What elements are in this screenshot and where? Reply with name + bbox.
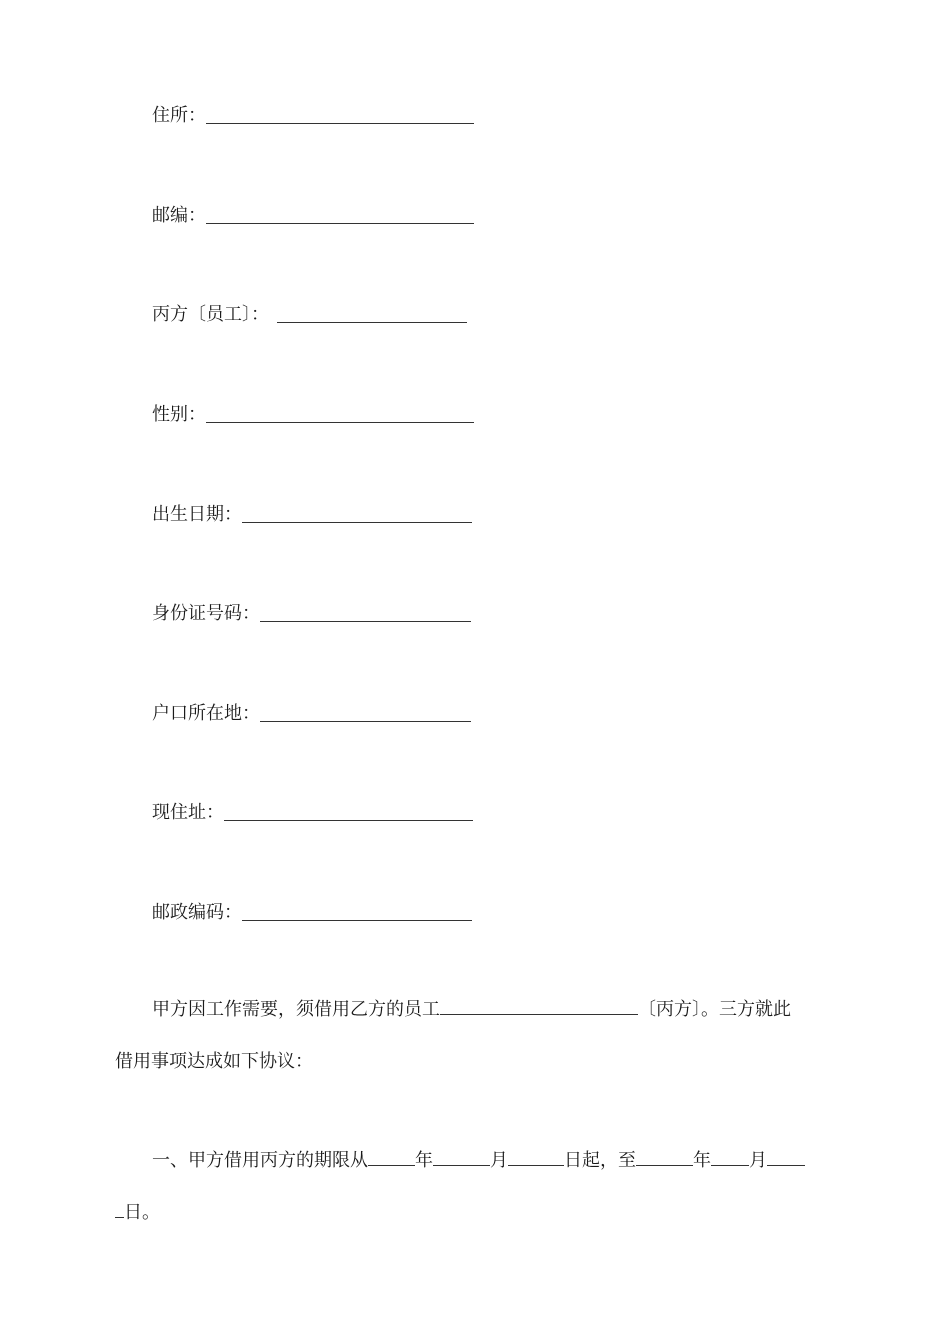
clause-1-year-2: 年 (693, 1150, 711, 1171)
postcode-blank[interactable] (206, 222, 474, 224)
birthdate-field (152, 502, 472, 526)
employee-name-blank[interactable] (440, 994, 638, 1015)
party-c-label: 丙方〔员工〕： (152, 304, 269, 325)
clause-1-line-1 (115, 1135, 837, 1187)
clause-1-text-7: 日。 (124, 1202, 160, 1223)
address-label: 住所： (152, 105, 206, 126)
current-address-field (152, 800, 473, 824)
intro-text-2: 〔丙方〕。三方就此 (638, 999, 791, 1020)
intro-line-2: 借用事项达成如下协议： (115, 1051, 313, 1072)
postcode-field (152, 203, 474, 227)
address-blank[interactable] (206, 122, 474, 124)
clause-1-month-1: 月 (490, 1150, 508, 1171)
party-c-field (152, 302, 467, 326)
id-number-blank[interactable] (260, 620, 471, 622)
current-address-blank[interactable] (224, 819, 473, 821)
start-year-blank[interactable] (368, 1145, 415, 1166)
zip-code-field (152, 900, 472, 924)
end-year-blank[interactable] (636, 1145, 693, 1166)
intro-paragraph (115, 984, 837, 1088)
start-day-blank[interactable] (508, 1145, 564, 1166)
clause-1-line-2 (115, 1187, 837, 1239)
start-month-blank[interactable] (433, 1145, 490, 1166)
end-day-blank-part1[interactable] (767, 1145, 805, 1166)
birthdate-blank[interactable] (242, 521, 472, 523)
birthdate-label: 出生日期： (152, 504, 242, 525)
id-number-label: 身份证号码： (152, 603, 260, 624)
party-c-blank[interactable] (277, 321, 467, 323)
zip-code-blank[interactable] (242, 919, 472, 921)
clause-1-paragraph (115, 1135, 837, 1239)
gender-blank[interactable] (206, 421, 474, 423)
zip-code-label: 邮政编码： (152, 902, 242, 923)
id-number-field (152, 601, 471, 625)
intro-line-1 (115, 984, 837, 1036)
current-address-label: 现住址： (152, 802, 224, 823)
end-day-blank-part2[interactable] (115, 1197, 124, 1218)
household-field (152, 701, 471, 725)
intro-text-1: 甲方因工作需要，须借用乙方的员工 (152, 999, 440, 1020)
household-blank[interactable] (260, 720, 471, 722)
clause-1-text-4: 日起，至 (564, 1150, 636, 1171)
postcode-label: 邮编： (152, 205, 206, 226)
clause-1-month-2: 月 (749, 1150, 767, 1171)
end-month-blank[interactable] (711, 1145, 749, 1166)
clause-1-text-1: 一、甲方借用丙方的期限从 (152, 1150, 368, 1171)
clause-1-year-1: 年 (415, 1150, 433, 1171)
gender-field (152, 402, 474, 426)
gender-label: 性别： (152, 404, 206, 425)
address-field (152, 103, 474, 127)
household-label: 户口所在地： (152, 703, 260, 724)
